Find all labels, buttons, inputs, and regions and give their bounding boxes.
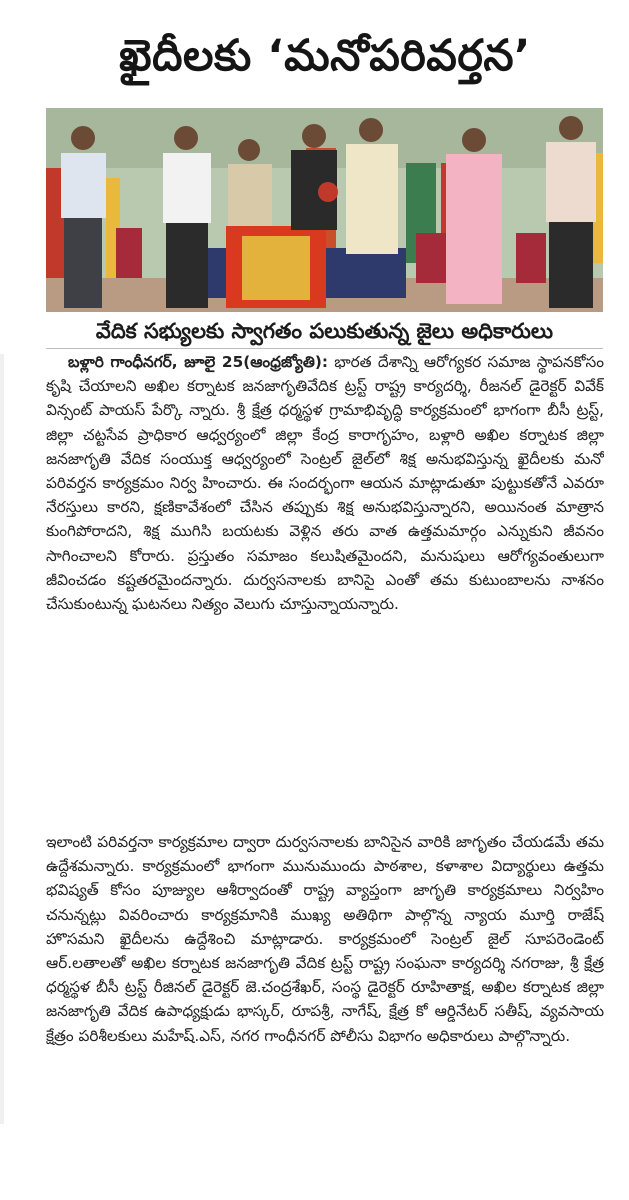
article-paragraph-tail: ఇలాంటి పరివర్తనా కార్యక్రమాల ద్వారా దుర్వసనాలకు బానిసైన వారికి జాగృతం చేయడమే తమ ఉద్దేశమన్నారు. కార్యక్రమంలో భాగంగా మునుముందు పాఠశాల, కళాశాల విద్యార్థులు ఉత్తమ భవిష్యత్ కోసం పూజ్యుల ఆశీర్వాదంతో రాష్ట్ర వ్యాప్తంగా జాగృతి కార్యక్రమాలు నిర్వహిం చనున్నట్లు వివరించారు కార్యక్రమానికి ముఖ్య అతిథిగా పాల్గొన్న న్యాయ మూర్తి రాజేష్ హొసమని ఖైదీలను ఉద్దేశించి మాట్లాడారు. కార్యక్రమంలో సెంట్రల్ జైల్ సూపరెండెంట్ ఆర్.లతాలతో అఖిల కర్నాటక జనజాగృతి వేదిక ట్రస్ట్ రాష్ట్ర సంఘనా కార్యదర్శి నగరాజు, శ్రీ క్షేత్ర ధర్మస్థళ బీసీ ట్రస్ట్ రీజినల్ డైరెక్టర్ జె.చంద్రశేఖర్, సంస్థ డైరెక్టర్ రూహితాక్ష, అఖిల కర్నాటక జిల్లా జనజాగృతి వేదిక ఉపాధ్యక్షుడు భాస్కర్, రూపశ్రీ, నాగేష్, క్షేత్ర కో ఆర్డినేటర్ సతీష్, వ్యవసాయ క్షేత్రం పరిశీలకులు మహేష్.ఎస్, నగర గాంధీనగర్ పోలీసు విభాగం అధికారులు పాల్గొన్నారు. (46, 833, 604, 1045)
photo-illustration (46, 108, 603, 312)
chair (516, 233, 546, 283)
person (61, 126, 106, 308)
article-paragraph-lead (46, 350, 604, 616)
headline: ఖైదీలకు ‘మనోపరివర్తన’ (119, 31, 531, 81)
dateline: బళ్లారి గాంధీనగర్, జూలై 25(ఆంధ్రజ్యోతి): (68, 353, 328, 371)
chair (116, 228, 142, 278)
deity-frame-inner (242, 236, 310, 300)
article-body (46, 350, 604, 830)
page-edge (0, 354, 4, 1124)
chair (416, 233, 446, 283)
news-photo (46, 108, 603, 312)
person (446, 128, 502, 304)
person (546, 116, 596, 308)
article-lead-text: భారత దేశాన్ని ఆరోగ్యకర సమాజ స్థాపనకోసం కృషి చేయాలని అఖిల కర్నాటక జనజాగృతివేదిక ట్రస్ట్ రాష్ట్ర కార్యదర్శి, రీజనల్ డైరెక్టర్ వివేక్ విన్సంట్ పాయస్ పేర్కొ న్నారు. శ్రీ క్షేత్ర ధర్మస్థళ గ్రామాభివృద్ధి కార్యక్రమంలో భాగంగా బీసీ ట్రస్ట్, జిల్లా చట్టసేవ ప్రాధికార ఆధ్వర్యంలో జిల్లా కేంద్ర కారాగృహం, బళ్లారి అఖిల కర్నాటక జిల్లా జనజాగృతి వేదిక సంయుక్త ఆధ్వర్యంలో సెంట్రల్ జైల్‌లో శిక్ష అనుభవిస్తున్న ఖైదీలకు మనో పరివర్తన కార్యక్రమం నిర్వ హించారు. ఈ సందర్భంగా ఆయన మాట్లాడుతూ పుట్టుకతోనే ఎవరూ నేరస్తులు కారని, క్షణికావేశంలో చేసిన తప్పుకు శిక్ష అనుభవిస్తున్నారని, అయినంత మాత్రాన కుంగిపోరాదని, శిక్ష ముగిసి బయటకు వెళ్లిన తరు వాత ఉత్తమమార్గం ఎన్నుకుని జీవనం సాగించాలని కోరారు. ప్రస్తుతం సమాజం కలుషితమైందని, మనుషులు ఆరోగ్యవంతులుగా జీవించడం కష్టతరమైందన్నారు. దుర్వసనాలకు బానిసై ఎంతో తమ కుటుంబాలను నాశనం చేసుకుంటున్న ఘటనలు నిత్యం వెలుగు చూస్తున్నాయన్నారు. (46, 353, 604, 614)
photo-caption: వేదిక సభ్యులకు స్వాగతం పలుకుతున్న జైలు అధికారులు (46, 314, 603, 349)
article-body-continued (46, 830, 604, 1130)
person (163, 126, 211, 308)
